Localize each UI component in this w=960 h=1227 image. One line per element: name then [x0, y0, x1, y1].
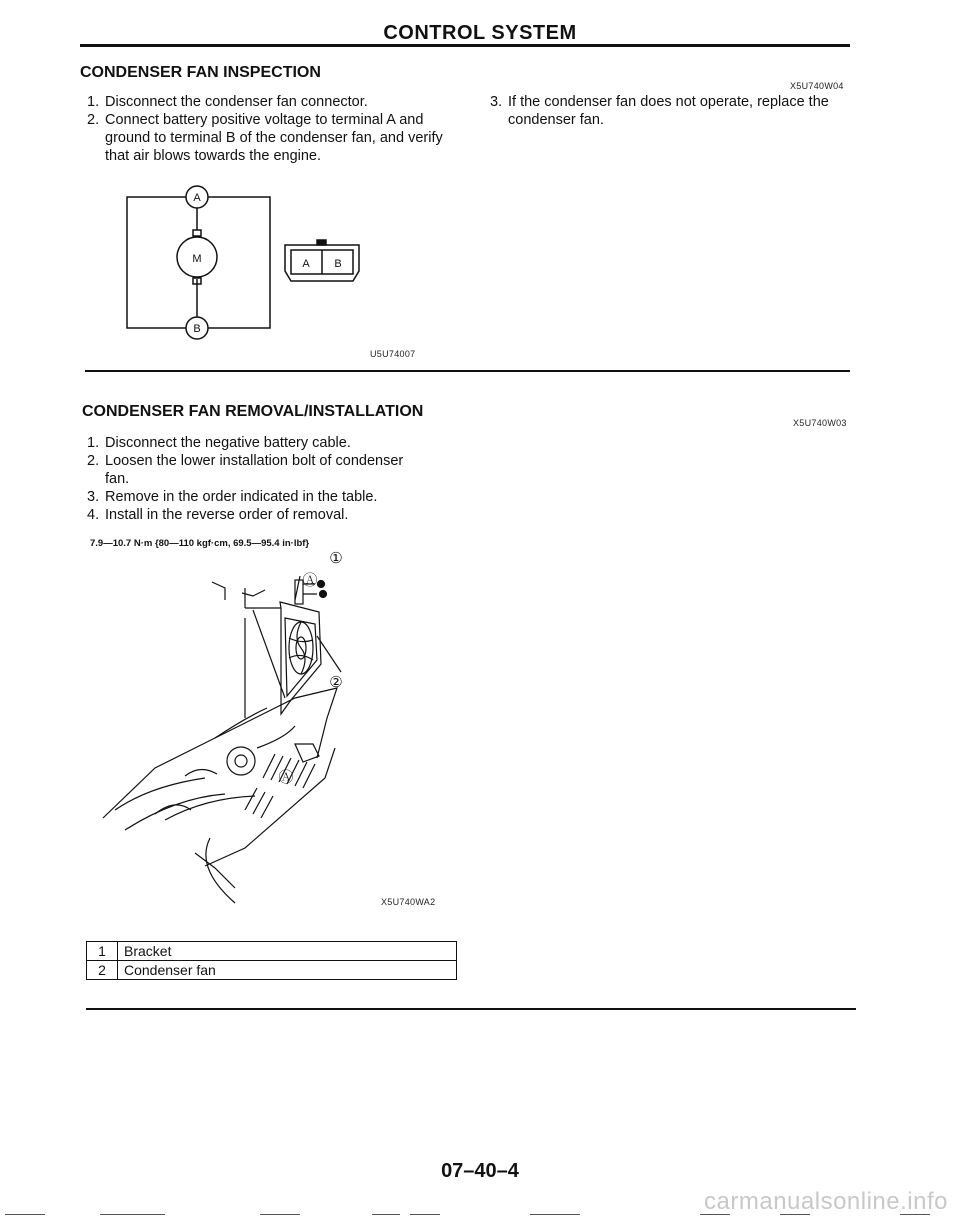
page-number: 07–40–4 [441, 1160, 519, 1182]
inspection-section-title: CONDENSER FAN INSPECTION [80, 64, 321, 81]
terminal-a-label: A [193, 192, 201, 204]
inspection-steps [87, 93, 457, 165]
callout-a-upper: Ⓐ [302, 571, 318, 589]
circuit-wire-right [208, 197, 270, 328]
part-name: Bracket [118, 942, 457, 961]
page-header-title: CONTROL SYSTEM [383, 22, 577, 44]
inspection-steps-continued [490, 93, 860, 129]
part-index: 1 [87, 942, 118, 961]
motor-label: M [192, 253, 202, 265]
inspection-step: 2. Connect battery positive voltage to terminal A and ground to terminal B of the condenser fan, and verify that air blows towards the engine. [87, 112, 443, 164]
bottom-rule [86, 1008, 856, 1010]
section-divider [85, 370, 850, 372]
wiring-figure-code: U5U74007 [370, 349, 416, 359]
condenser-fan-wiring-diagram [115, 175, 455, 365]
inspection-step: 1. Disconnect the condenser fan connector. [87, 94, 368, 110]
header-rule [80, 44, 850, 47]
removal-step: 4. Install in the reverse order of removal. [87, 507, 349, 523]
inspection-section-code: X5U740W04 [790, 81, 844, 91]
watermark-url: carmanualsonline.info [704, 1188, 948, 1215]
terminal-b-label: B [193, 323, 201, 335]
connector-terminal-a-label: A [302, 258, 310, 270]
condenser-fan-exploded-illustration [95, 548, 455, 908]
illustration-figure-code: X5U740WA2 [381, 897, 436, 907]
callout-a-lower: Ⓐ [278, 768, 294, 786]
removal-parts-table [86, 941, 457, 980]
connector-terminal-b-label: B [334, 258, 342, 270]
removal-section-code: X5U740W03 [793, 418, 847, 428]
removal-step: 1. Disconnect the negative battery cable. [87, 435, 351, 451]
callout-2: ② [329, 673, 343, 691]
connector-latch [317, 240, 326, 245]
callout-1: ① [329, 549, 343, 567]
table-row [87, 942, 457, 961]
removal-step: 2. Loosen the lower installation bolt of condenser fan. [87, 453, 404, 487]
inspection-step: 3. If the condenser fan does not operate, replace the condenser fan. [490, 94, 829, 128]
removal-section-title: CONDENSER FAN REMOVAL/INSTALLATION [82, 403, 424, 420]
part-index: 2 [87, 961, 118, 980]
removal-steps [87, 434, 427, 524]
torque-specification: 7.9—10.7 N·m {80—110 kgf·cm, 69.5—95.4 in·lbf} [90, 538, 310, 549]
removal-step: 3. Remove in the order indicated in the table. [87, 489, 378, 505]
part-name: Condenser fan [118, 961, 457, 980]
table-row [87, 961, 457, 980]
